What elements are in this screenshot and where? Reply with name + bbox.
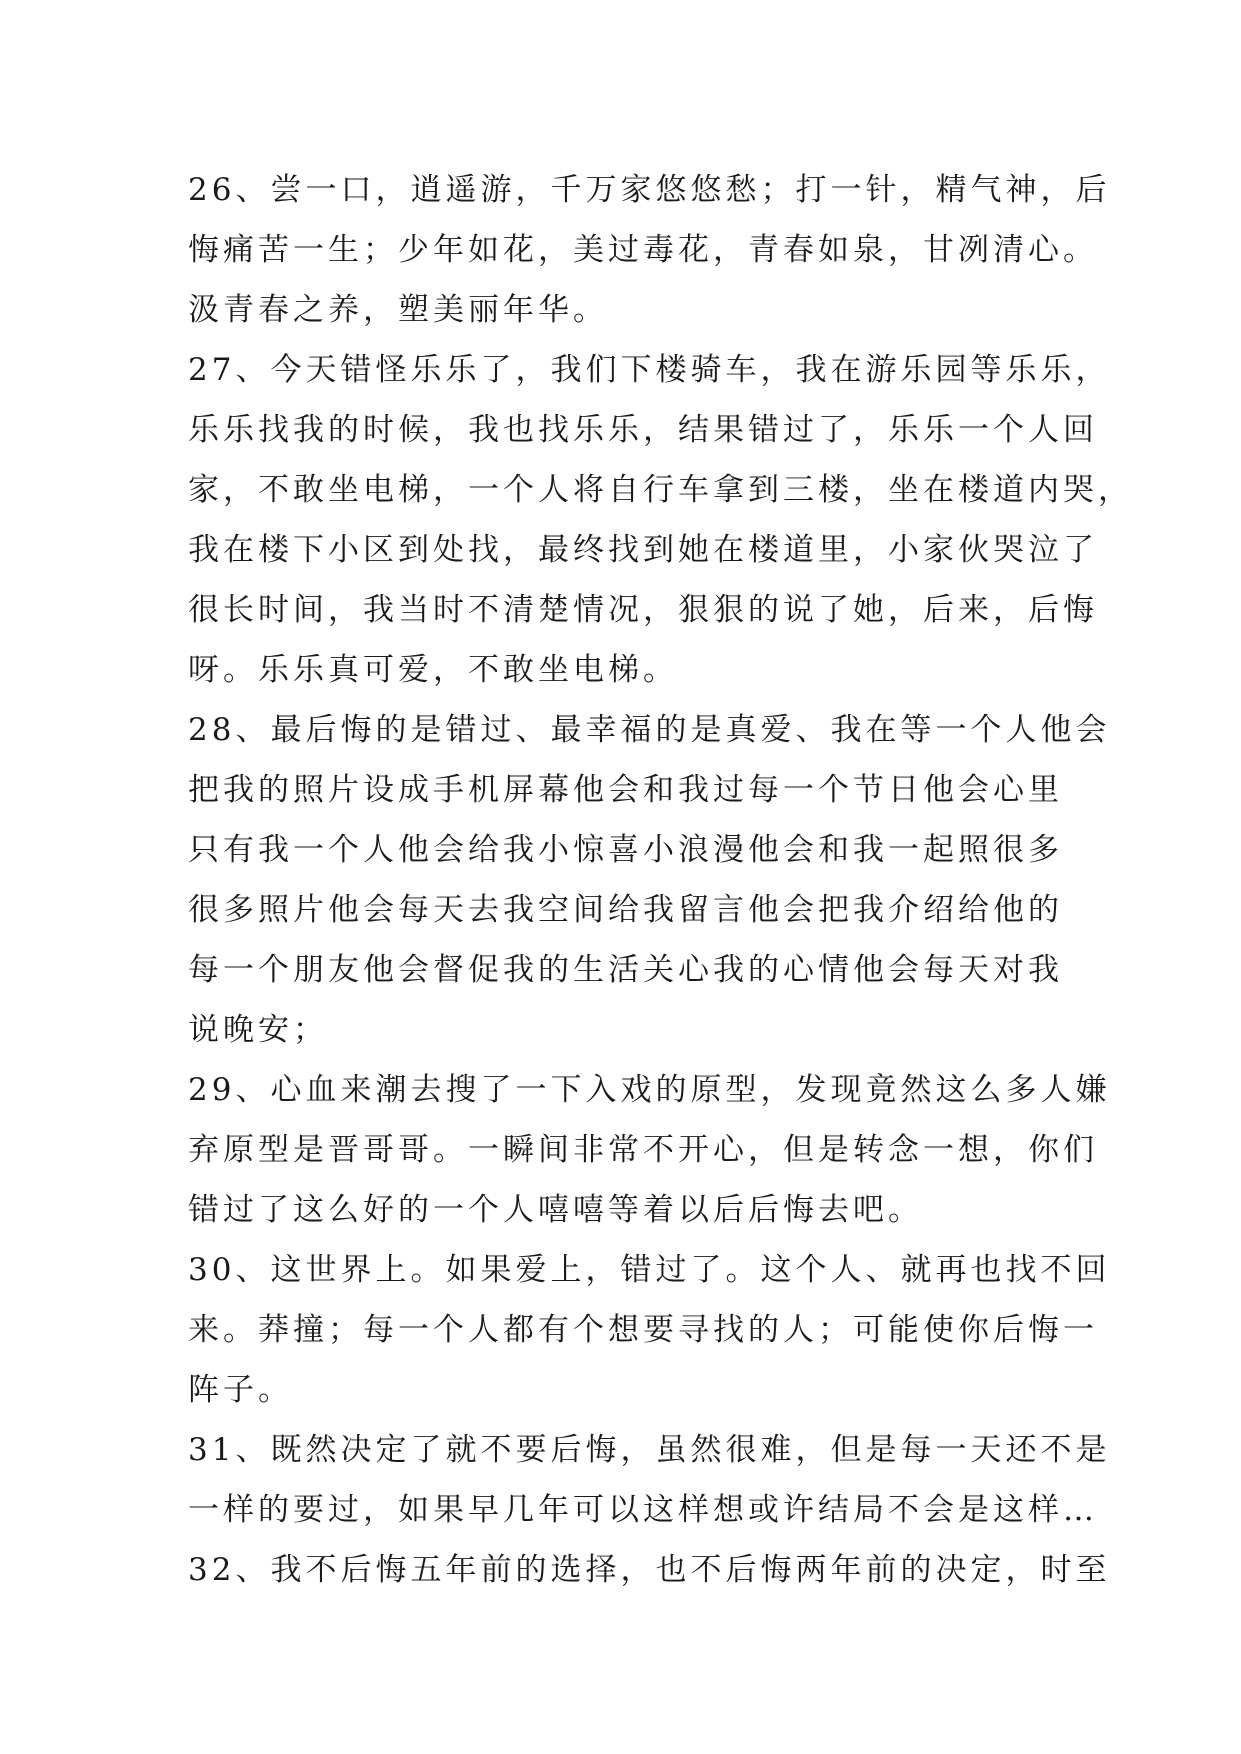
document-text-body <box>188 160 1133 1600</box>
entry-27-line-5: 很长时间，我当时不清楚情况，狠狠的说了她，后来，后悔 <box>188 592 1098 628</box>
entry-28-line-3: 只有我一个人他会给我小惊喜小浪漫他会和我一起照很多 <box>188 832 1063 868</box>
entry-30-line-2: 来。莽撞；每一个人都有个想要寻找的人；可能使你后悔一 <box>188 1312 1098 1348</box>
entry-29-line-2: 弃原型是晋哥哥。一瞬间非常不开心，但是转念一想，你们 <box>188 1132 1098 1168</box>
entry-26-line-2: 悔痛苦一生；少年如花，美过毒花，青春如泉，甘冽清心。 <box>188 232 1098 268</box>
entry-26-line-1: 26、尝一口，逍遥游，千万家悠悠愁；打一针，精气神，后 <box>188 172 1111 208</box>
entry-27-line-3: 家，不敢坐电梯，一个人将自行车拿到三楼，坐在楼道内哭， <box>188 472 1133 508</box>
entry-29-line-3: 错过了这么好的一个人嘻嘻等着以后后悔去吧。 <box>188 1192 923 1228</box>
entry-32-line-1: 32、我不后悔五年前的选择，也不后悔两年前的决定，时至 <box>188 1552 1111 1588</box>
entry-29-line-1: 29、心血来潮去搜了一下入戏的原型，发现竟然这么多人嫌 <box>188 1072 1111 1108</box>
entry-28-line-2: 把我的照片设成手机屏幕他会和我过每一个节日他会心里 <box>188 772 1063 808</box>
entry-30-line-1: 30、这世界上。如果爱上，错过了。这个人、就再也找不回 <box>188 1252 1111 1288</box>
entry-28-line-4: 很多照片他会每天去我空间给我留言他会把我介绍给他的 <box>188 892 1063 928</box>
entry-28 <box>188 700 1111 1060</box>
entry-29 <box>188 1060 1111 1240</box>
entry-30 <box>188 1240 1111 1420</box>
entry-27 <box>188 340 1133 700</box>
entry-31 <box>188 1420 1111 1540</box>
entry-31-line-1: 31、既然决定了就不要后悔，虽然很难，但是每一天还不是 <box>188 1432 1111 1468</box>
entry-27-line-6: 呀。乐乐真可爱，不敢坐电梯。 <box>188 652 678 688</box>
entry-28-line-5: 每一个朋友他会督促我的生活关心我的心情他会每天对我 <box>188 952 1063 988</box>
entry-27-line-4: 我在楼下小区到处找，最终找到她在楼道里，小家伙哭泣了 <box>188 532 1098 568</box>
entry-31-line-2: 一样的要过，如果早几年可以这样想或许结局不会是这样… <box>188 1492 1098 1528</box>
entry-27-line-2: 乐乐找我的时候，我也找乐乐，结果错过了，乐乐一个人回 <box>188 412 1098 448</box>
entry-27-line-1: 27、今天错怪乐乐了，我们下楼骑车，我在游乐园等乐乐， <box>188 352 1111 388</box>
entry-26-line-3: 汲青春之养，塑美丽年华。 <box>188 292 608 328</box>
entry-28-line-6: 说晚安； <box>188 1012 328 1048</box>
entry-28-line-1: 28、最后悔的是错过、最幸福的是真爱、我在等一个人他会 <box>188 712 1111 748</box>
entry-32 <box>188 1540 1111 1600</box>
entry-30-line-3: 阵子。 <box>188 1372 293 1408</box>
entry-26 <box>188 160 1111 340</box>
